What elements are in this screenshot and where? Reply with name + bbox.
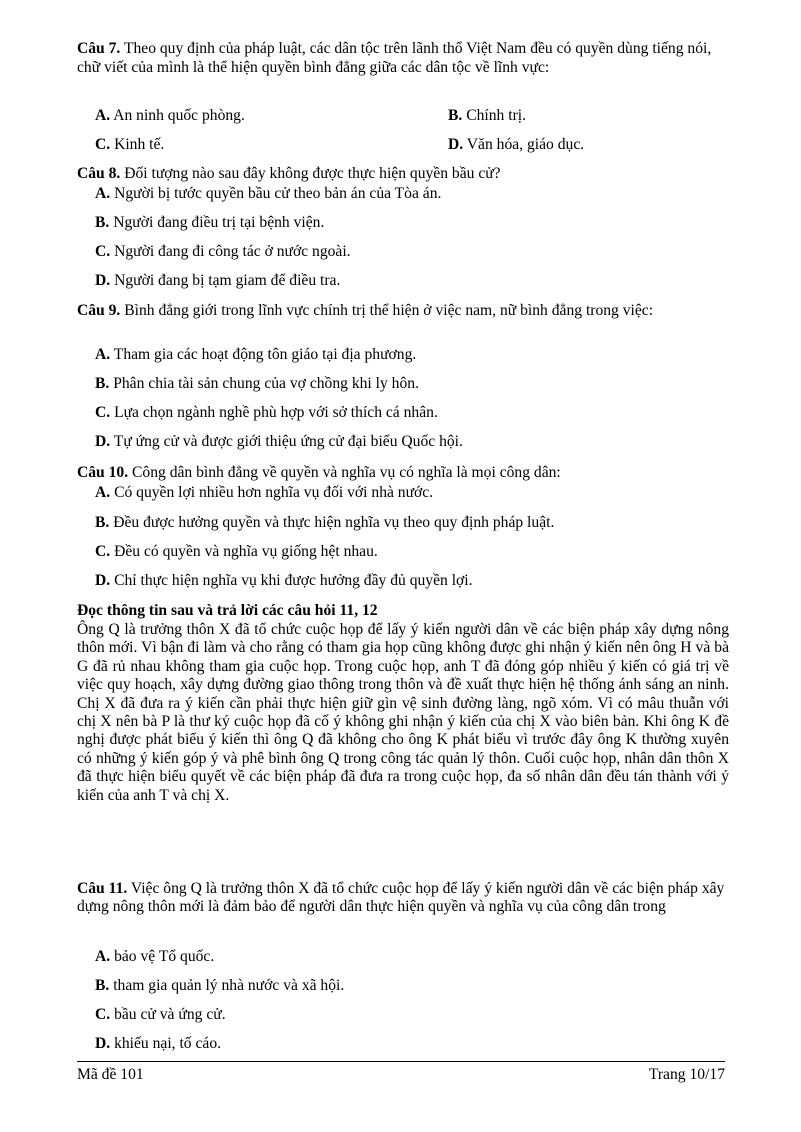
- option-8a: [95, 184, 441, 203]
- option-7a: [95, 106, 245, 125]
- option-letter: A.: [95, 346, 111, 363]
- page-number: Trang 10/17: [648, 1066, 725, 1083]
- question-number: Câu 9.: [77, 302, 121, 319]
- option-text: Kinh tế.: [110, 136, 165, 153]
- option-text: Văn hóa, giáo dục.: [463, 136, 585, 153]
- option-text: An ninh quốc phòng.: [110, 107, 245, 124]
- option-9c: [95, 403, 438, 422]
- question-8: [77, 164, 727, 183]
- option-8d: [95, 271, 340, 290]
- option-11c: [95, 1005, 226, 1024]
- option-text: khiếu nại, tố cáo.: [110, 1035, 222, 1052]
- option-text: Người bị tước quyền bầu cử theo bản án của Tòa án.: [110, 185, 442, 202]
- option-letter: D.: [448, 136, 464, 153]
- option-text: Lựa chọn ngành nghề phù hợp với sở thích cá nhân.: [110, 404, 438, 421]
- option-text: Phân chia tài sản chung của vợ chồng khi ly hôn.: [109, 375, 419, 392]
- option-text: Tự ứng cử và được giới thiệu ứng cử đại biểu Quốc hội.: [110, 433, 463, 450]
- option-text: tham gia quản lý nhà nước và xã hội.: [109, 977, 345, 994]
- option-7d: [448, 135, 584, 154]
- question-text: Bình đẳng giới trong lĩnh vực chính trị thể hiện ở việc nam, nữ bình đẳng trong việc:: [120, 302, 654, 319]
- exam-code: Mã đề 101: [77, 1066, 144, 1083]
- option-text: Đều được hưởng quyền và thực hiện nghĩa vụ theo quy định pháp luật.: [109, 514, 555, 531]
- question-7: [77, 40, 727, 77]
- option-9d: [95, 432, 463, 451]
- option-letter: A.: [95, 107, 111, 124]
- option-letter: B.: [95, 977, 110, 994]
- option-text: Người đang điều trị tại bệnh viện.: [109, 214, 325, 231]
- option-letter: A.: [95, 185, 111, 202]
- option-letter: D.: [95, 1035, 111, 1052]
- question-number: Câu 10.: [77, 464, 129, 481]
- option-letter: C.: [95, 543, 111, 560]
- option-10d: [95, 571, 473, 590]
- option-text: Người đang bị tạm giam để điều tra.: [110, 272, 341, 289]
- question-text: Việc ông Q là trưởng thôn X đã tổ chức cuộc họp để lấy ý kiến người dân về các biện pháp xây dựng nông thôn mới là đảm bảo để người dân thực hiện quyền và nghĩa vụ của công dân trong: [77, 880, 725, 916]
- option-letter: B.: [95, 375, 110, 392]
- option-9b: [95, 374, 419, 393]
- option-9a: [95, 345, 416, 364]
- reading-heading: Đọc thông tin sau và trả lời các câu hỏi 11, 12: [77, 602, 378, 619]
- option-letter: C.: [95, 243, 111, 260]
- reading-passage: Ông Q là trưởng thôn X đã tổ chức cuộc họp để lấy ý kiến người dân về các biện pháp xây dựng nông thôn mới. Vì bận đi làm và cho rằng có tham gia họp cũng không được ghi nhận ý kiến nên ông H và bà G đã rủ nhau không tham gia cuộc họp. Trong cuộc họp, anh T đã đóng góp nhiều ý kiến có giá trị về việc quy hoạch, xây dựng đường giao thông trong thôn và đề xuất thực hiện hệ thống ánh sáng an ninh. Chị X đã đưa ra ý kiến cần phải thực hiện giữ gìn vệ sinh đường làng, ngõ xóm. Vì có mâu thuẫn với chị X nên bà P là thư ký cuộc họp đã cố ý không ghi nhận ý kiến của chị X vào biên bản. Khi ông K đề nghị được phát biểu ý kiến thì ông Q đã không cho ông K phát biểu vì trước đây ông K thường xuyên có những ý kiến góp ý và phê bình ông Q trong công tác quản lý thôn. Cuối cuộc họp, nhân dân thôn X đã thực hiện biểu quyết về các biện pháp đã đưa ra trong cuộc họp, đa số nhân dân đều tán thành với ý kiến của anh T và chị X.: [77, 621, 729, 804]
- option-8b: [95, 213, 324, 232]
- question-10: [77, 463, 727, 482]
- question-number: Câu 11.: [77, 880, 128, 897]
- option-letter: A.: [95, 948, 111, 965]
- question-number: Câu 7.: [77, 40, 121, 57]
- option-8c: [95, 242, 351, 261]
- option-letter: B.: [95, 514, 110, 531]
- option-11a: [95, 947, 214, 966]
- option-text: Người đang đi công tác ở nước ngoài.: [110, 243, 351, 260]
- option-text: bầu cử và ứng cử.: [110, 1006, 226, 1023]
- option-letter: A.: [95, 484, 111, 501]
- option-text: Chính trị.: [462, 107, 526, 124]
- option-letter: D.: [95, 572, 111, 589]
- option-text: Có quyền lợi nhiều hơn nghĩa vụ đối với nhà nước.: [110, 484, 434, 501]
- option-letter: C.: [95, 136, 111, 153]
- option-10c: [95, 542, 378, 561]
- option-letter: C.: [95, 404, 111, 421]
- option-10a: [95, 483, 433, 502]
- question-9: [77, 302, 727, 321]
- question-number: Câu 8.: [77, 165, 121, 182]
- option-text: Tham gia các hoạt động tôn giáo tại địa phương.: [110, 346, 417, 363]
- question-text: Theo quy định của pháp luật, các dân tộc trên lãnh thổ Việt Nam đều có quyền dùng tiếng nói, chữ viết của mình là thể hiện quyền bình đẳng giữa các dân tộc về lĩnh vực:: [77, 40, 712, 76]
- option-11d: [95, 1034, 221, 1053]
- option-10b: [95, 513, 554, 532]
- option-letter: D.: [95, 272, 111, 289]
- option-text: Chỉ thực hiện nghĩa vụ khi được hưởng đầy đủ quyền lợi.: [110, 572, 473, 589]
- footer-divider: [77, 1061, 725, 1062]
- option-7b: [448, 106, 526, 125]
- option-letter: C.: [95, 1006, 111, 1023]
- option-11b: [95, 976, 344, 995]
- option-7c: [95, 135, 164, 154]
- question-text: Đối tượng nào sau đây không được thực hiện quyền bầu cử?: [120, 165, 501, 182]
- option-text: bảo vệ Tổ quốc.: [110, 948, 215, 965]
- option-letter: B.: [448, 107, 463, 124]
- option-text: Đều có quyền và nghĩa vụ giống hệt nhau.: [110, 543, 378, 560]
- option-letter: D.: [95, 433, 111, 450]
- option-letter: B.: [95, 214, 110, 231]
- question-text: Công dân bình đẳng về quyền và nghĩa vụ có nghĩa là mọi công dân:: [128, 464, 561, 481]
- question-11: [77, 880, 727, 917]
